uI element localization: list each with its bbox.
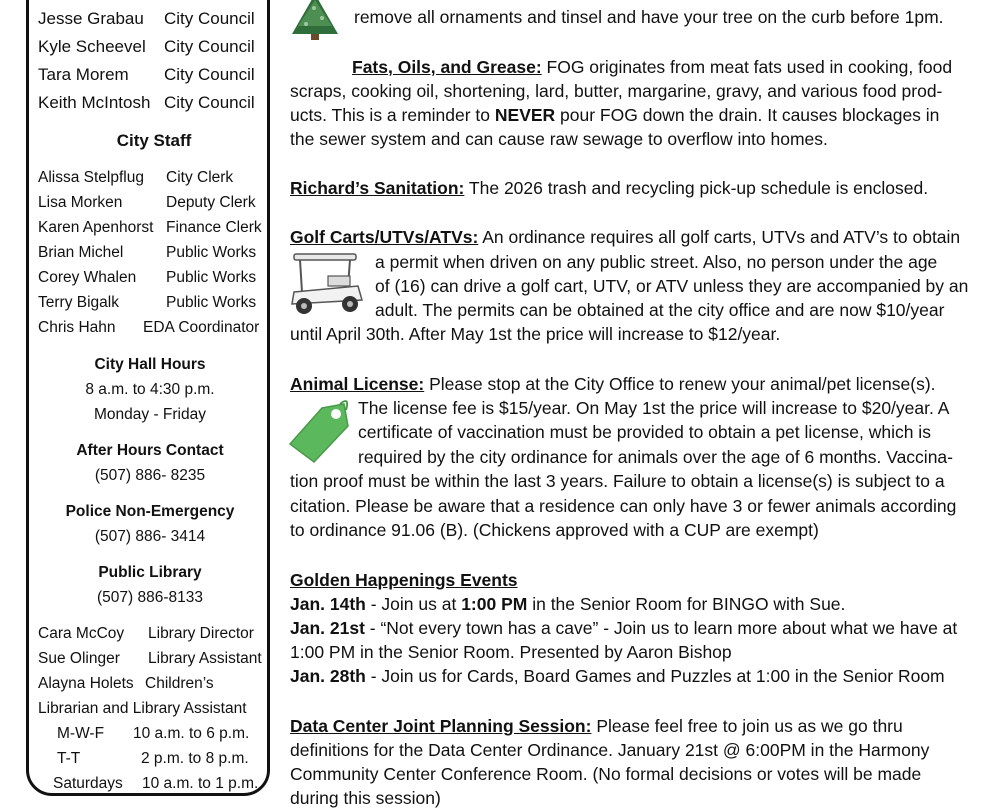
library-staff-role: Children’s xyxy=(145,675,214,692)
golf-line-1 xyxy=(290,227,960,247)
event-time: 1:00 PM xyxy=(461,594,528,614)
golden-heading: Golden Happenings Events xyxy=(290,570,518,590)
golf-cart-icon xyxy=(288,252,368,318)
staff-role: Public Works xyxy=(166,294,257,311)
christmas-tree-icon xyxy=(286,0,344,44)
datacenter-text: Please feel free to join us as we go thru xyxy=(591,716,903,736)
fog-line-3 xyxy=(290,105,939,125)
animal-line-4: required by the city ordinance for animals over the age of 6 months. Vaccina- xyxy=(358,447,953,467)
staff-name: Lisa Morken xyxy=(38,194,123,211)
animal-text: Please stop at the City Office to renew your animal/pet license(s). xyxy=(424,374,936,394)
staff-role: Finance Clerk xyxy=(166,219,262,236)
fog-text: ucts. This is a reminder to xyxy=(290,105,495,125)
golf-text: An ordinance requires all golf carts, UTVs and ATV’s to obtain xyxy=(478,227,961,247)
staff-role: EDA Coordinator xyxy=(143,319,260,336)
staff-name: Alissa Stelpflug xyxy=(38,169,144,186)
event-date: Jan. 28th xyxy=(290,666,366,686)
library-hours-days: M-W-F xyxy=(57,725,105,742)
animal-line-1 xyxy=(290,374,936,394)
golden-event-2 xyxy=(290,618,957,638)
council-name: Jesse Grabau xyxy=(38,9,144,28)
event-text: - “Not every town has a cave” - Join us to learn more about what we have at xyxy=(364,618,958,638)
animal-line-5: tion proof must be within the last 3 years. Failure to obtain a license(s) is subject to a xyxy=(290,471,945,491)
datacenter-line-1 xyxy=(290,716,903,736)
golf-line-5: until April 30th. After May 1st the price will increase to $12/year. xyxy=(290,324,781,344)
animal-line-2: The license fee is $15/year. On May 1st the price will increase to $20/year. A xyxy=(358,398,950,418)
council-role: City Council xyxy=(164,93,255,112)
police-phone: (507) 886- 3414 xyxy=(94,528,206,545)
council-name: Kyle Scheevel xyxy=(38,37,146,56)
hours-days: Monday - Friday xyxy=(94,406,206,423)
golden-event-2-cont: 1:00 PM in the Senior Room. Presented by Aaron Bishop xyxy=(290,642,732,662)
fog-line-2: scraps, cooking oil, shortening, lard, butter, margarine, gravy, and various food prod- xyxy=(290,81,943,101)
animal-line-6: citation. Please be aware that a residence can only have 3 or fewer animals according xyxy=(290,496,957,516)
fog-heading: Fats, Oils, and Grease: xyxy=(352,57,542,77)
after-hours-heading: After Hours Contact xyxy=(76,442,224,459)
staff-role: Deputy Clerk xyxy=(166,194,256,211)
library-hours-time: 2 p.m. to 8 p.m. xyxy=(141,750,249,767)
council-name: Keith McIntosh xyxy=(38,93,151,112)
library-staff-role: Library Assistant xyxy=(148,650,262,667)
library-hours-days: Saturdays xyxy=(53,775,123,792)
staff-name: Chris Hahn xyxy=(38,319,116,336)
datacenter-line-2: definitions for the Data Center Ordinance. January 21st @ 6:00PM in the Harmony xyxy=(290,740,930,760)
animal-heading: Animal License: xyxy=(290,374,425,394)
council-role: City Council xyxy=(164,37,255,56)
staff-role: Public Works xyxy=(166,269,257,286)
fog-never: NEVER xyxy=(494,105,556,125)
library-role-continued: Librarian and Library Assistant xyxy=(38,700,247,717)
fog-line-1 xyxy=(352,57,952,77)
golden-event-1 xyxy=(290,594,845,614)
staff-name: Terry Bigalk xyxy=(38,294,119,311)
fog-text: FOG originates from meat fats used in cooking, food xyxy=(541,57,953,77)
tag-icon xyxy=(284,396,354,468)
hours-heading: City Hall Hours xyxy=(94,356,206,373)
golden-event-3 xyxy=(290,666,945,686)
golf-line-2: a permit when driven on any public street. Also, no person under the age xyxy=(375,252,938,272)
fog-line-4: the sewer system and can cause raw sewage to overflow into homes. xyxy=(290,129,828,149)
datacenter-line-3: Community Center Conference Room. (No formal decisions or votes will be made xyxy=(290,764,922,784)
golf-line-4: adult. The permits can be obtained at the city office and are now $10/year xyxy=(375,300,945,320)
fog-text: pour FOG down the drain. It causes blockages in xyxy=(555,105,940,125)
library-staff-name: Sue Olinger xyxy=(38,650,120,667)
library-hours-time: 10 a.m. to 1 p.m. xyxy=(142,775,259,792)
council-name: Tara Morem xyxy=(38,65,129,84)
police-heading: Police Non-Emergency xyxy=(65,503,235,520)
event-date: Jan. 14th xyxy=(290,594,366,614)
event-date: Jan. 21st xyxy=(290,618,365,638)
library-staff-name: Alayna Holets xyxy=(38,675,134,692)
staff-heading: City Staff xyxy=(116,131,192,150)
staff-name: Brian Michel xyxy=(38,244,124,261)
council-role: City Council xyxy=(164,9,255,28)
staff-name: Karen Apenhorst xyxy=(38,219,154,236)
library-phone: (507) 886-8133 xyxy=(97,589,203,606)
event-text: in the Senior Room for BINGO with Sue. xyxy=(527,594,846,614)
staff-role: City Clerk xyxy=(166,169,234,186)
tree-text: remove all ornaments and tinsel and have your tree on the curb before 1pm. xyxy=(354,7,944,27)
staff-role: Public Works xyxy=(166,244,257,261)
staff-name: Corey Whalen xyxy=(38,269,137,286)
library-staff-role: Library Director xyxy=(148,625,254,642)
event-text: - Join us at xyxy=(365,594,462,614)
datacenter-line-4: during this session) xyxy=(290,788,441,808)
datacenter-heading: Data Center Joint Planning Session: xyxy=(290,716,592,736)
council-role: City Council xyxy=(164,65,255,84)
sanitation-text: The 2026 trash and recycling pick-up schedule is enclosed. xyxy=(464,178,929,198)
sanitation-line xyxy=(290,178,928,198)
after-hours-phone: (507) 886- 8235 xyxy=(94,467,206,484)
library-hours-days: T-T xyxy=(57,750,81,767)
golf-line-3: of (16) can drive a golf cart, UTV, or ATV unless they are accompanied by an xyxy=(375,276,969,296)
animal-line-7: to ordinance 91.06 (B). (Chickens approved with a CUP are exempt) xyxy=(290,520,819,540)
library-heading: Public Library xyxy=(98,564,202,581)
event-text: - Join us for Cards, Board Games and Puzzles at 1:00 in the Senior Room xyxy=(365,666,945,686)
library-hours-time: 10 a.m. to 6 p.m. xyxy=(133,725,250,742)
library-staff-name: Cara McCoy xyxy=(38,625,125,642)
animal-line-3: certificate of vaccination must be provided to obtain a pet license, which is xyxy=(358,422,931,442)
hours-time: 8 a.m. to 4:30 p.m. xyxy=(85,381,215,398)
sanitation-heading: Richard’s Sanitation: xyxy=(290,178,465,198)
golf-heading: Golf Carts/UTVs/ATVs: xyxy=(290,227,479,247)
